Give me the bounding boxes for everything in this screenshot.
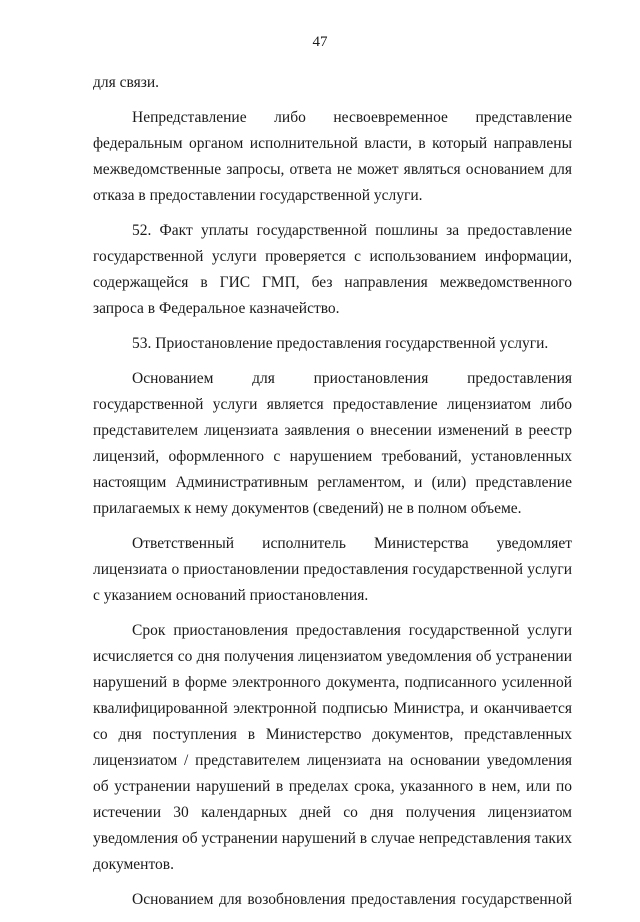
paragraph-suspension-period: Срок приостановления предоставления государственной услуги исчисляется со дня получения лицензиатом уведомления об устранении нарушений в форме электронного документа, подписанного усиленной квалифицированной электронной подписью Министра, и оканчивается со дня поступления в Министерство документов, представленных лицензиатом / представителем лицензиата на основании уведомления об устранении нарушений в пределах срока, указанного в нем, или по истечении 30 календарных дней со дня получения лицензиатом уведомления об устранении нарушений в случае непредставления таких документов. [93,622,572,873]
paragraph-52-fee-payment: 52. Факт уплаты государственной пошлины за предоставление государственной услуги проверяется с использованием информации, содержащейся в ГИС ГМП, без направления межведомственного запроса в Федеральное казначейство. [93,222,572,317]
page-number: 47 [312,34,328,50]
paragraph-53-heading: 53. Приостановление предоставления государственной услуги. [132,335,549,352]
paragraph-suspension-grounds: Основанием для приостановления предоставления государственной услуги является предоставление лицензиатом либо представителем лицензиата заявления о внесении изменений в реестр лицензий, оформленного с нарушением требований, установленных настоящим Административным регламентом, и (или) представление прилагаемых к нему документов (сведений) не в полном объеме. [93,370,572,517]
paragraph-resumption-grounds: Основанием для возобновления предоставления государственной [132,891,572,908]
paragraph-non-submission: Непредставление либо несвоевременное представление федеральным органом исполнительной власти, в который направлены межведомственные запросы, ответа не может являться основанием для отказа в предоставлении государственной услуги. [93,109,572,204]
document-body [93,70,572,922]
paragraph-notification: Ответственный исполнитель Министерства уведомляет лицензиата о приостановлении предоставления государственной услуги с указанием оснований приостановления. [93,535,572,604]
paragraph-continuation: для связи. [93,74,160,91]
